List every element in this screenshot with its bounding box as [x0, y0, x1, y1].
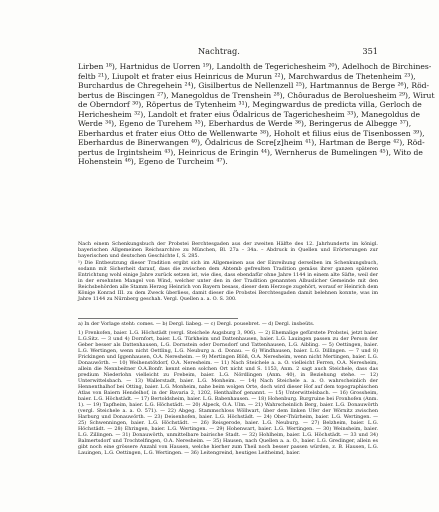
main-text-block: [78, 62, 435, 167]
text-line: pertus de Irgintsheim ⁴³), Heinricus de Eringin ⁴⁴), Wernherus de Bumelingen ⁴⁵), Wito de: [78, 147, 423, 157]
page-header: [78, 46, 378, 56]
text-line: Eberhardus et frater eius Otto de Wellenwarte ³⁸), Hoholt et filius eius de Tisenbossen ³⁹),: [78, 128, 425, 138]
page-number: 351: [362, 46, 378, 56]
source-note: Nach einem Schenkungsbuch der Probstei Berchtesgaden aus der zweiten Hälfte des 12. Jahrhunderts im königl. bayerischen Allgemeinen Reichsarchive zu München, Bl. 27a – 34a. – Abdruck in Quellen und Erörterungen zur bayerischen und deutschen Geschichte I, S. 285.: [78, 241, 378, 259]
text-line: de Oberndorf ³⁰), Röpertus de Tytenheim ³¹), Megingwardus de predicta villa, Gerloch de: [78, 100, 422, 109]
footnote-divider: [78, 318, 238, 319]
footnotes-block: 1) Frenkofen, baier. L.G. Höchstädt (vergl. Steichele Augsburg 3, 906). — 2) Ehemalige gefürstete Probstei, jetzt baier. L.G.Sitz. — 3 und 4) Dornfort, baier. L.G. Türkheim und Dattenhausen, baier. L.G. Lauingen passen zu der Person der Geber besser als Dattenhausen, L.G. Dornstein oder Dornsdorf und Tattenhausen, L.G. Aibling. — 5) Oettingen, baier. L.G. Wertingen, wenn nicht Oettling, L.G. Neuburg a. d. Donau. — 6) Windhausen, baier. L.G. Dillingen. — 7 und 8) Frickingen und Iggenhausen, O.A. Neresheim. — 9) Mertingen Blöß, O.A. Neresheim, wenn nicht Mertingen, baier. L.G. Donauwörth. — 10) Weihenstötdorf, O.A. Neresheim. — 11) Nach Steichele a. a. O. vielleicht Ferren, O.A. Neresheim, allein die Nennbeitner O.A.Bonfr. kennt einen solchen Ort nicht und S. 1153, Anm. 2 sagt auch Steichele, dass das predium Niederlohn vielleicht zu Frebeim, baier. L.G. Nördlingen (Anm. 40), in Beziehung stehe. — 12) Unterwittelsbach. — 13) Wallerstadt, baier. L.G. Monheim. — 14) Nach Steichele a. a. O. wahrscheinlich der Hennenthalhof bei Otting, baier. L.G. Monheim, nahe beim wolgen Orte, doch wird dieser Hof auf dem topographischen Atlas von Baiern Hendelhof, in der Bavaria 2, 1202, Henthalhof genannt. — 15) Unterwittelsbach. — 16) Grossheim, baier. L.G. Höchstädt. — 17) Bertoldsheim, baier. L.G. Babenhausen. — 18) Hohenburg. Burgruine bei Fronhofen (Anm. 1). — 19) Tapfheim, baier. L.G. Höchstädt. — 20) Alpeck, O.A. Ulm. — 21) Wahrscheinlich Berg, baier. L.G. Donauwörth (vergl. Steichele a. a. O. 571). — 22) Abgeg. Stammschloss Wöllwart, über dem linken Ufer der Wörnitz zwischen Harburg und Donauwörth. — 23) Deisenhofen, baier. L.G. Höchstädt. — 24) Ober-Thürheim, baier. L.G. Wertingen. — 25) Schwenningen, baier. L.G. Höchstädt. — 26) Reisgerode, baier. L.G. Neuburg. — 27) Belzheim, baier. L.G. Höchstädt. — 28) Ehringen, baier. L.G. Wertingen. — 29) Hohenwart, baier. L.G. Wertingen. — 30) Weinsheim, baier. L.G. Zillingen. — 31) Donauwörth, unmittelbare bairische Stadt. — 32) Hohlheim, baier. L.G. Höchstädt. — 33 und 34) Balmertsdorf und Trochtelfingen, O.A. Neresheim. — 35) Hausen, nach Quellen a. a. O., baier. L.G. Gredinger, allein es gibt noch eine grössere Anzahl von Hausen, welche hierher zum Theil noch besser passen würden, z. B. Hausen, L.G. Lauingen, L.G. Oettingen, L.G. Wertingen. — 36) Leitengreind, heutiges Leitheimd, baier.: [78, 330, 378, 456]
text-line: Burchardus de Chregehein ²⁴), Gisilbertus de Nellenzell ²⁵), Hartmannus de Berge ²⁶), Röd-: [78, 81, 430, 90]
variant-readings: a) In der Vorlage steht: comes. — b) Dergl. liabeg. — c) Dergl. pousebret. — d) Dergl. insbeüts.: [78, 321, 315, 327]
text-line: Lirben ¹⁸), Hartnidus de Uorren ¹⁹), Landolth de Tegerichesheim ²⁰), Adelhoch de Birchines-: [78, 62, 432, 71]
text-line: Herichesheim ³²), Landolt et frater eius Ödalricus de Tagerichesheim ³³), Manegoldus de: [78, 109, 420, 119]
text-line: bertus de Biscingen ²⁷), Manegoldus de Trenshein ²⁸), Chôuradus de Beroluesheim ²⁹), Wirut: [78, 90, 435, 100]
dating-comment: ¹) Die Entbeutzung dieser Tradition ergibt sich im Allgemeinen aus der Einreihung derselben im Schenkungsbuch, sodann mit Sicherheit darauf, dass die zwischen dem Abtemb gefreulten Tradition gemäss ihrer ganzen späteren Entrichtung wohl einige Jahre zurück setzen ist, wie dies, dass ebendafür ohne Jahre 1144 in einem alte Säfte, weil der in der ersehnten Mangel von Wind, welcher unter den in der Tradition genannten Albuslicher Gemeinde mit den Reichsbehörden alle Stamm Herzog Heinrich von Bayern besass, dieser dem Herzoge zugehört, worauf er Heinrich dem Könige Konrad III. zu dem Zweck überliess, damit dieser die Probstei Berchtesgaden damit belehnen konnte, was im Jahre 1144 zu Nürnberg geschah. Vergl. Quellen a. a. O. S. 300.: [78, 260, 378, 302]
text-line: Eberhardus de Binerwangen ⁴⁰), Ödalricus de Scre[z]heim ⁴¹), Hartman de Berge ⁴²), Röd-: [78, 138, 425, 147]
text-line: Hohenstein ⁴⁶), Egeno de Turcheim ⁴⁷).: [78, 157, 228, 166]
text-line: Werde ³⁴), Egeno de Turehem ³⁵), Eberhardus de Werde ³⁶), Beringerus de Albegge ³⁷),: [78, 119, 412, 128]
text-line: feltb ²¹), Liupolt et frater eius Heinricus de Murun ²²), Marchwardus de Thetenheim ²³),: [78, 71, 416, 81]
running-title: Nachtrag.: [198, 46, 240, 56]
